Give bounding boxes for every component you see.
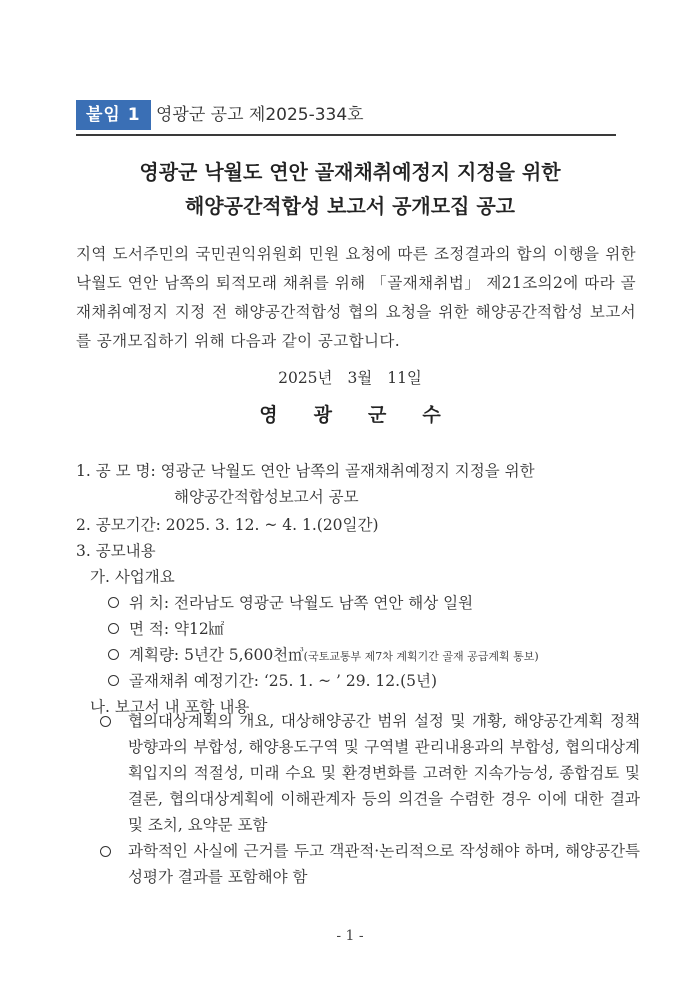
- circle-bullet-icon: [108, 675, 119, 686]
- section-3-na: 나. 보고서 내 포함 내용: [90, 698, 250, 716]
- title-line-1: 영광군 낙월도 연안 골재채취예정지 지정을 위한: [139, 160, 561, 184]
- header-divider: [76, 134, 616, 136]
- notice-date: 2025년 3월 11일: [278, 369, 422, 387]
- circle-bullet-icon: [100, 846, 111, 857]
- section-1: [76, 460, 535, 482]
- circle-bullet-icon: [100, 716, 111, 727]
- circle-bullet-icon: [108, 597, 119, 608]
- section-1-label: 1. 공 모 명:: [76, 462, 156, 480]
- attachment-tag: 붙임 1: [76, 100, 151, 130]
- page-number: - 1 -: [336, 928, 364, 944]
- item-location: 위 치: 전라남도 영광군 낙월도 남쪽 연안 해상 일원: [108, 592, 473, 614]
- report-content-2: 과학적인 사실에 근거를 두고 객관적·논리적으로 작성해야 하며, 해양공간특성평가 결과를 포함해야 함: [128, 842, 640, 886]
- section-1-value-cont: 해양공간적합성보고서 공모: [174, 488, 359, 506]
- signer: 영광군수: [259, 404, 477, 426]
- item-area: 면 적: 약12㎢: [108, 618, 224, 640]
- item-period: 골재채취 예정기간: ‘25. 1. ~ ’ 29. 12.(5년): [108, 670, 437, 692]
- circle-bullet-icon: [108, 623, 119, 634]
- section-2: 2. 공모기간: 2025. 3. 12. ~ 4. 1.(20일간): [76, 516, 379, 534]
- circle-bullet-icon: [108, 649, 119, 660]
- item-plan: 계획량: 5년간 5,600천㎥(국토교통부 제7차 계획기간 골재 공급계획 통보): [108, 644, 539, 668]
- header-row: [76, 100, 616, 132]
- intro-paragraph: 지역 도서주민의 국민권익위원회 민원 요청에 따른 조정결과의 합의 이행을 위한 낙월도 연안 남쪽의 퇴적모래 채취를 위해 「골재채취법」 제21조의2에 따라 골재채취예정지 지정 전 해양공간적합성 협의 요청을 위한 해양공간적합성 보고서를 공개모집하기 위해 다음과 같이 공고합니다.: [76, 245, 636, 350]
- report-content-1: 협의대상계획의 개요, 대상해양공간 범위 설정 및 개황, 해양공간계획 정책방향과의 부합성, 해양용도구역 및 구역별 관리내용과의 부합성, 협의대상계획입지의 적절성, 미래 수요 및 환경변화를 고려한 지속가능성, 종합검토 및 결론, 협의대상계획에 이해관계자 등의 의견을 수렴한 경우 이에 대한 결과 및 조치, 요약문 포함: [128, 712, 640, 834]
- section-3: 3. 공모내용: [76, 542, 156, 560]
- section-3-ga: 가. 사업개요: [90, 568, 175, 586]
- notice-number: 영광군 공고 제2025-334호: [156, 105, 364, 125]
- plan-note: (국토교통부 제7차 계획기간 골재 공급계획 통보): [303, 650, 539, 663]
- section-1-value: 영광군 낙월도 연안 남쪽의 골재채취예정지 지정을 위한: [160, 462, 535, 480]
- title-line-2: 해양공간적합성 보고서 공개모집 공고: [184, 194, 515, 218]
